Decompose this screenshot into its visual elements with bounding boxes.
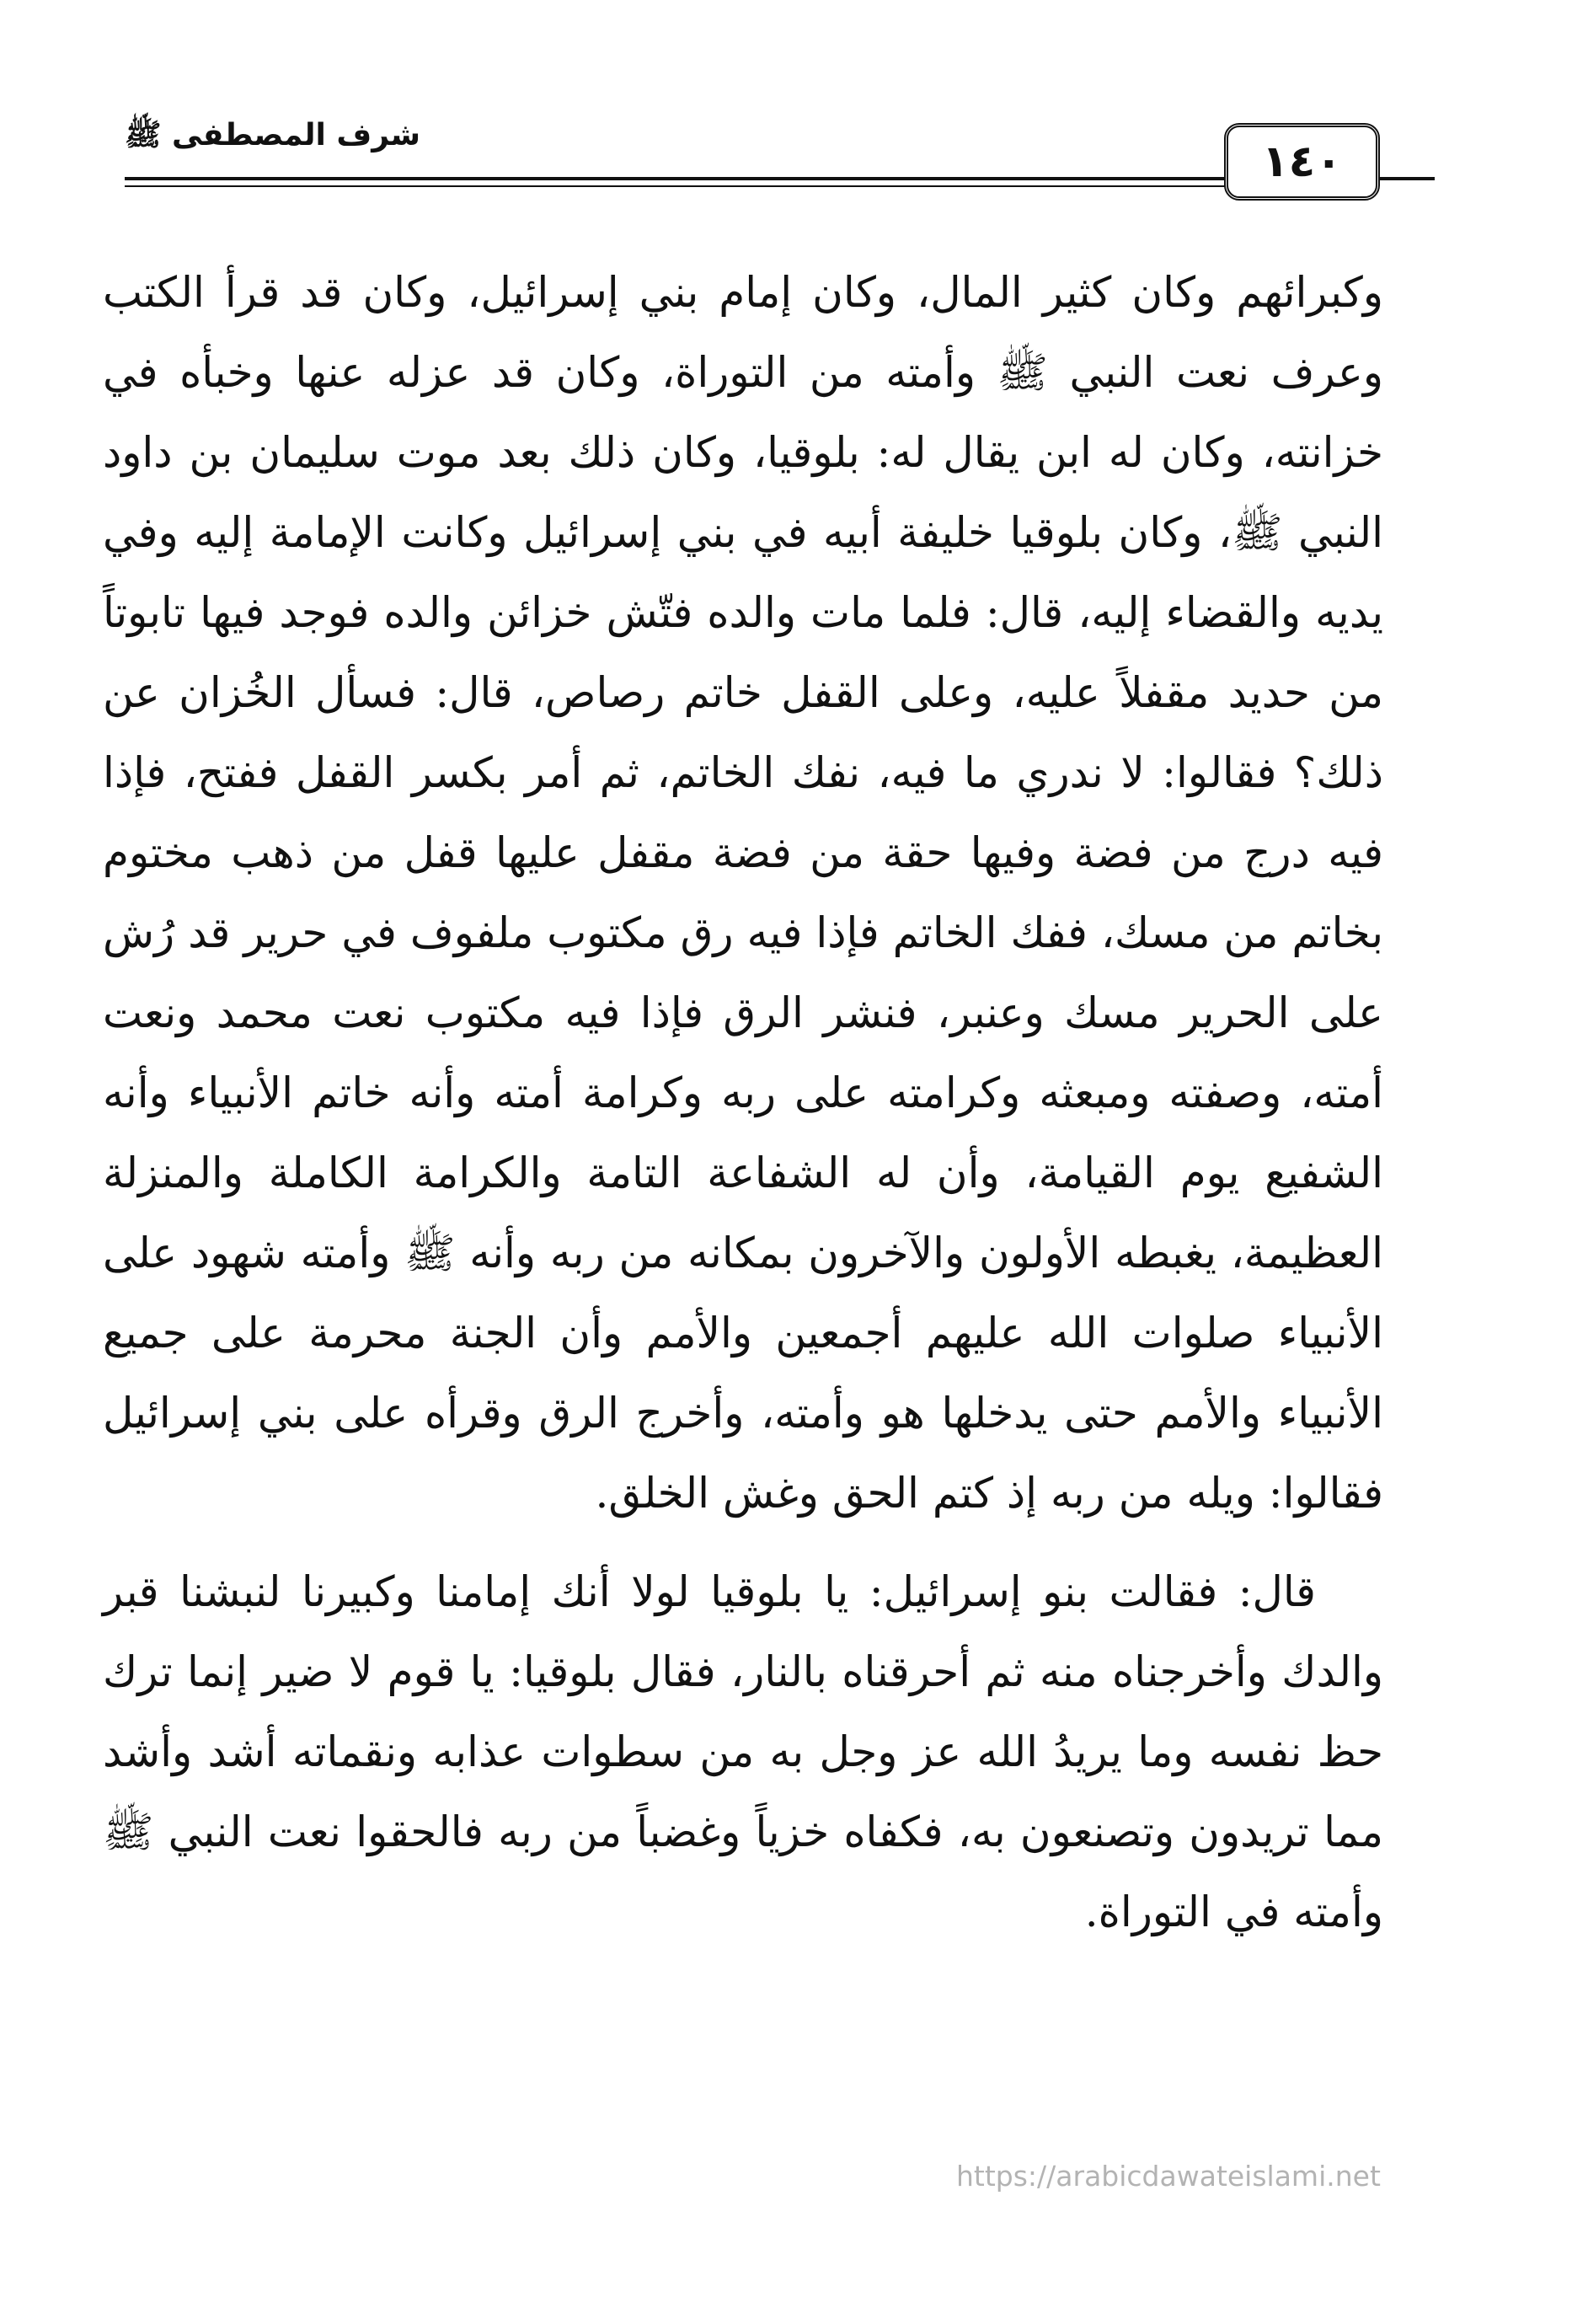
page-number: ١٤٠ bbox=[1224, 123, 1380, 201]
watermark-url: https://arabicdawateislami.net bbox=[956, 2160, 1381, 2193]
paragraph-2: قال: فقالت بنو إسرائيل: يا بلوقيا لولا أنك إمامنا وكبيرنا لنبشنا قبر والدك وأخرجناه منه ثم أحرقناه بالنار، فقال بلوقيا: يا قوم لا ضير إنما ترك حظ نفسه وما يريدُ الله عز وجل به من سطوات عذابه ونقماته أشد وأشد مما تريدون وتصنعون به، فكفاه خزياً وغضباً من ربه فالحقوا نعت النبي ﷺ وأمته في التوراة. bbox=[103, 1567, 1383, 1936]
page-body bbox=[103, 253, 1383, 1952]
running-title: شرف المصطفى ﷺ bbox=[125, 118, 421, 153]
page-header bbox=[125, 116, 1380, 207]
paragraph-1: وكبرائهم وكان كثير المال، وكان إمام بني إسرائيل، وكان قد قرأ الكتب وعرف نعت النبي ﷺ وأمته من التوراة، وكان قد عزله عنها وخبأه في خزانته، وكان له ابن يقال له: بلوقيا، وكان ذلك بعد موت سليمان بن داود النبي ﷺ، وكان بلوقيا خليفة أبيه في بني إسرائيل وكانت الإمامة إليه وفي يديه والقضاء إليه، قال: فلما مات والده فتّش خزائن والده فوجد فيها تابوتاً من حديد مقفلاً عليه، وعلى القفل خاتم رصاص، قال: فسأل الخُزان عن ذلك؟ فقالوا: لا ندري ما فيه، نفك الخاتم، ثم أمر بكسر القفل ففتح، فإذا فيه درج من فضة وفيها حقة من فضة مقفل عليها قفل من ذهب مختوم بخاتم من مسك، ففك الخاتم فإذا فيه رق مكتوب ملفوف في حرير قد رُش على الحرير مسك وعنبر، فنشر الرق فإذا فيه مكتوب نعت محمد ونعت أمته، وصفته ومبعثه وكرامته على ربه وكرامة أمته وأنه خاتم الأنبياء وأنه الشفيع يوم القيامة، وأن له الشفاعة التامة والكرامة الكاملة والمنزلة العظيمة، يغبطه الأولون والآخرون بمكانه من ربه وأنه ﷺ وأمته شهود على الأنبياء صلوات الله عليهم أجمعين والأمم وأن الجنة محرمة على جميع الأنبياء والأمم حتى يدخلها هو وأمته، وأخرج الرق وقرأه على بني إسرائيل فقالوا: ويله من ربه إذ كتم الحق وغش الخلق. bbox=[103, 268, 1383, 1518]
header-rule bbox=[125, 177, 1254, 180]
header-rule-thin bbox=[125, 185, 1254, 187]
